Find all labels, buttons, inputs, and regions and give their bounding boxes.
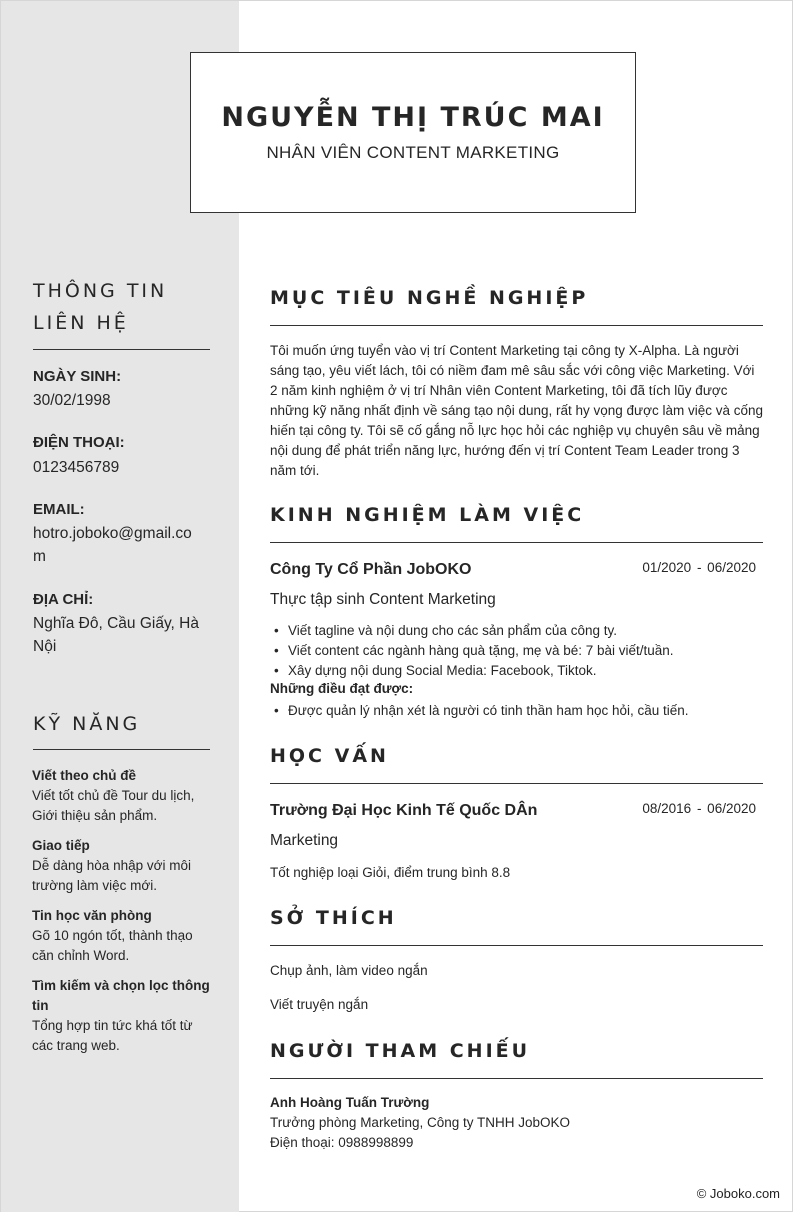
skill-desc: Tổng hợp tin tức khá tốt từ các trang web. (32, 1018, 193, 1053)
objective-divider (270, 325, 763, 326)
name-box (190, 52, 636, 213)
job-title: NHÂN VIÊN CONTENT MARKETING (266, 143, 560, 162)
contact-divider (33, 349, 210, 350)
hobby-item: Viết truyện ngắn (270, 997, 369, 1012)
skill-name: Viết theo chủ đề (32, 768, 137, 783)
list-item: • Viết content các ngành hàng quà tặng, mẹ và bé: 7 bài viết/tuần. (274, 641, 764, 661)
company-name: Công Ty Cổ Phần JobOKO (270, 561, 472, 578)
skill-desc: Gõ 10 ngón tốt, thành thạo căn chỉnh Word. (32, 928, 193, 963)
skills-divider (33, 749, 210, 750)
hobby-item: Chụp ảnh, làm video ngắn (270, 963, 428, 978)
achievements-list (274, 701, 764, 721)
reference-heading: NGƯỜI THAM CHIẾU (270, 1040, 531, 1062)
address-label: ĐỊA CHỈ: (33, 591, 94, 608)
list-item: • Được quản lý nhận xét là người có tinh thần ham học hỏi, cầu tiến. (274, 701, 764, 721)
hobbies-heading: SỞ THÍCH (270, 907, 397, 929)
phone-value: 0123456789 (33, 459, 120, 476)
experience-heading: KINH NGHIỆM LÀM VIỆC (270, 504, 585, 526)
contact-heading: THÔNG TIN LIÊN HỆ (33, 280, 168, 334)
experience-divider (270, 542, 763, 543)
skills-heading: KỸ NĂNG (33, 713, 141, 735)
reference-phone: Điện thoại: 0988998899 (270, 1135, 414, 1150)
copyright: © Joboko.com (696, 1186, 780, 1201)
email-label: EMAIL: (33, 501, 85, 518)
education-heading: HỌC VẤN (270, 745, 389, 767)
list-item: • Viết tagline và nội dung cho các sản phẩm của công ty. (274, 621, 764, 641)
phone-label: ĐIỆN THOẠI: (33, 434, 125, 451)
reference-divider (270, 1078, 763, 1079)
address-value: Nghĩa Đô, Cầu Giấy, Hà Nội (33, 615, 199, 655)
experience-period: 01/2020 - 06/2020 (642, 560, 756, 575)
skill-name: Giao tiếp (32, 838, 90, 853)
candidate-name: NGUYỄN THỊ TRÚC MAI (221, 102, 605, 133)
education-divider (270, 783, 763, 784)
email-value: hotro.joboko@gmail.com (33, 525, 192, 565)
reference-name: Anh Hoàng Tuấn Trường (270, 1095, 430, 1110)
reference-position: Trưởng phòng Marketing, Công ty TNHH JobOKO (270, 1115, 571, 1130)
list-item: • Xây dựng nội dung Social Media: Facebook, Tiktok. (274, 661, 764, 681)
education-period: 08/2016 - 06/2020 (642, 801, 756, 816)
skill-name: Tin học văn phòng (32, 908, 152, 923)
duties-list (274, 621, 764, 681)
skill-desc: Dễ dàng hòa nhập với môi trường làm việc mới. (32, 858, 191, 893)
objective-heading: MỤC TIÊU NGHỀ NGHIỆP (270, 287, 589, 309)
achievements-label: Những điều đạt được: (270, 681, 414, 696)
experience-role: Thực tập sinh Content Marketing (270, 591, 496, 608)
birthday-label: NGÀY SINH: (33, 368, 122, 385)
skill-desc: Viết tốt chủ đề Tour du lịch, Giới thiệu sản phẩm. (32, 788, 195, 823)
school-name: Trường Đại Học Kinh Tế Quốc DÂn (270, 802, 538, 819)
objective-text: Tôi muốn ứng tuyển vào vị trí Content Marketing tại công ty X-Alpha. Là người sáng tạo, yêu viết lách, tôi có niềm đam mê sâu sắc với công việc Marketing. Với 2 năm kinh nghiệm ở vị trí Nhân viên Content Marketing, tôi đã tích lũy được những kỹ năng nhất định về sáng tạo nội dung, rất hy vọng được làm việc và cống hiến tại công ty. Tôi sẽ cố gắng nỗ lực học hỏi các nghiệp vụ chuyên sâu về mảng nội dung để phát triển năng lực, hướng đến vị trí Content Team Leader trong 3 năm tới. (270, 343, 763, 478)
hobbies-divider (270, 945, 763, 946)
birthday-value: 30/02/1998 (33, 392, 111, 409)
skill-name: Tìm kiếm và chọn lọc thông tin (32, 978, 210, 1013)
education-major: Marketing (270, 832, 339, 849)
education-result: Tốt nghiệp loại Giỏi, điểm trung bình 8.8 (270, 865, 511, 880)
